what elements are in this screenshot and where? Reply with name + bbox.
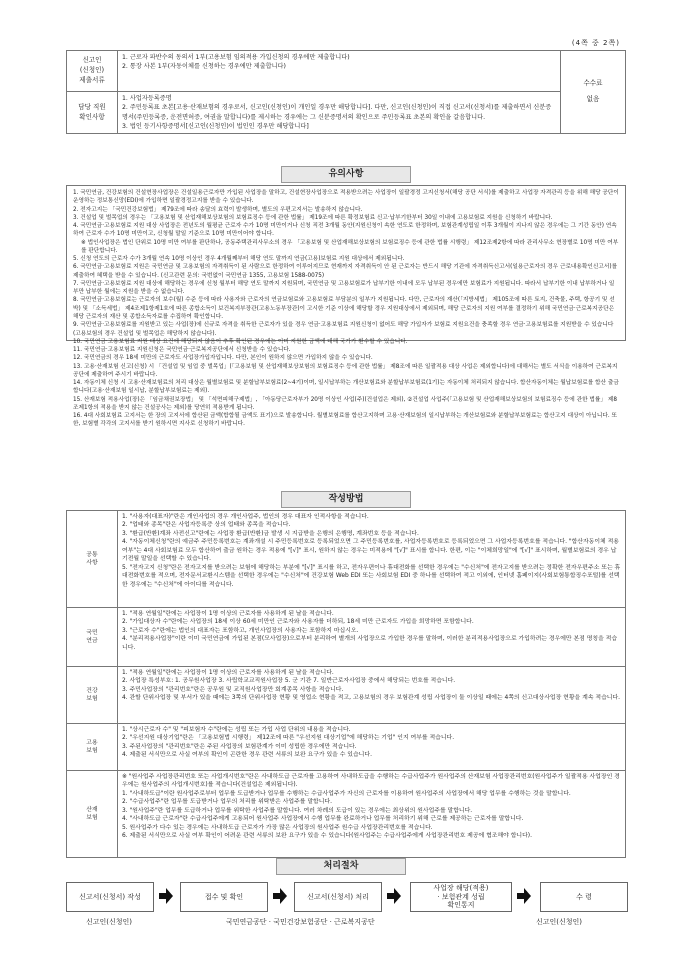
procedure-step: 접수 및 확인 [180,882,268,912]
method-item: 1. "사용자(대표자)"란은 개인사업의 경우 개인사업주, 법인의 경우 대표자 인적사항을 적습니다. [122,514,369,520]
method-item: 3. "근로자 수"란에는 법인의 대표자는 포함하고, 개인사업장의 사용자는 포함하지 마십시오. [122,627,359,634]
method-item: 4. "분리적용사업장"이란 이미 국민연금에 가입된 본점(모사업장)으로부터 분리하여 별개의 사업장으로 가입한 경우를 말하며, 이러한 분리적용사업장으로 가입하려는 경우에만 본점 명칭을 적습니다. [122,636,618,651]
note-item: 4. 국민연금·고용보험료 지원 대상 사업장은 전년도의 월평균 근로자 수가 10명 미만이거나 신청 직전 3개월 동안(지원신청이 속한 연도로 한정하며, 보험관계성립일 이후 3개월이 지나지 않은 경우에는 그 기간 동안) 연속하여 근로자 수가 10명 미만이고, 신청월 말일 기준으로 10명 미만이어야 합니다. [73,223,617,238]
note-item: 15. 산재보험 적용사업(장)은 「임금채권보장법」 및 「석면피해구제법」, 「아동당근로자부가 20명 이상인 사업(주)(건설업은 제외), ②건설업 사업주(「고용보험 및 산업재해보상보험의 보험료징수 등에 관한 법률」 제8조제1항의 적용을 받지 않는 건설공사는 제외)를 당연히 적용받게 됩니다. [73,396,617,411]
notes-box [66,185,626,428]
note-item: 2. 전자고지는 「국민건강보험법」 제79조에 따라 송달의 효력이 발생하며, 별도의 우편고지서는 발송하지 않습니다. [73,206,363,213]
note-item: 11. 국민연금·고용보험료 지원신청은 국민연금·근로복지공단에서 신청받을 수 있습니다. [73,347,291,354]
method-row-content [118,511,626,608]
method-item: 3. 주된사업장의 "관리번호"란은 주된 사업장의 보험관계가 이미 성립한 경우에만 적습니다. [122,743,357,750]
method-item: 4. 제출된 서식만으로 사실 여부의 확인이 곤란한 경우 관련 서류의 보완 요구가 있을 수 있습니다. [122,752,372,759]
procedure-step: 사업장 해당(적용) · 보험관계 성립 확인통지 [410,882,512,912]
arrow-right-icon [387,887,401,905]
arrow-right-icon [159,887,173,905]
method-row [67,511,626,608]
method-item: 4. "사내하도급 근로자"란 수급사업주에게 고용되어 원사업주 사업장에서 수행 업무를 완료하거나 업무를 처리하기 위해 근로를 제공하는 근로자를 말합니다. [122,816,524,823]
signer-docs [118,51,561,92]
method-item: 1. "적용 연월일"란에는 사업장이 1명 이상의 근로자를 사용하게 된 날을 적습니다. [122,611,334,617]
officer-check-label: 담당 직원 확인사항 [67,92,118,134]
signer-doc-item: 2. 통장 사본 1부(자동이체를 신청하는 경우에만 제출합니다) [122,63,286,71]
procedure-actor-label: 국민연금공단 · 국민건강보험공단 · 근로복지공단 [226,918,375,926]
notes-section [66,160,626,428]
method-item: 3. 주민사업장의 "관리번호"란은 공무원 및 교직원사업장만 회계종목 사항을 적습니다. [122,686,344,693]
method-row-label: 고용 보험 [67,724,118,771]
procedure-actor-label: 신고인(신청인) [86,918,133,926]
notes-title: 유의사항 [281,166,411,183]
fee-label: 수수료 [583,79,603,88]
method-item: ※ "원사업주 사업장관리번호 또는 사업개시번호"란은 사내하도급 근로자를 고용하여 사내하도급을 수행하는 수급사업주가 원사업주의 산재보험 사업장관리번호(원사업주가 일괄적용 사업장인 경우에는 원사업주의 사업개시번호)를 적습니다(건설업은 제외됩니다). [122,774,620,789]
officer-check-items [118,92,561,134]
method-item: 3. "원사업주"란 업무를 도급하거나 업무를 위탁한 사업주를 말합니다. 여러 차례의 도급이 있는 경우에는 최상위의 원사업주를 말합니다. [122,807,473,814]
note-item: ※ 법인사업장은 법인 단위로 10명 미만 여부를 판단하나, 공동주택관리사무소의 경우 「고용보험 및 산업재해보상보험의 보험료징수 등에 관한 법률 시행령」 제12조제2항에 따라 관리사무소 현장별로 10명 미만 여부를 판단합니다. [81,239,619,254]
fee-value: 없음 [586,95,600,104]
procedure-title: 처리절차 [276,858,406,875]
note-item: 12. 국민연금의 경우 18세 미만의 근로자도 사업장가입자입니다. 다만, 본인이 원하지 않으면 가입하지 않을 수 있습니다. [73,355,373,362]
method-row [67,771,626,858]
method-row-label: 산재 보험 [67,771,118,858]
note-item: 3. 건설업 및 벌목업의 경우는 「고용보험 및 산업재해보상보험의 보험료징수 등에 관한 법률」 제19조에 따른 확정보험료 신고·납부기한부터 30일 이내에 고용보험료 지원을 신청하기 바랍니다. [73,214,553,221]
arrow-right-icon [273,887,287,905]
method-row-label: 공통 사항 [67,511,118,608]
officer-check-item: 1. 사업자등록증명 [122,95,172,102]
method-item: 3. "환급(반환)계좌 사전신고"란에는 사업장 환급(반환)금 발생 시 지급받을 은행의 은행명, 계좌번호 등을 적습니다. [122,530,419,537]
method-item: 2. "우선지원 대상기업"란은 「고용보험법 시행령」 제12조에 따른 "우선지원 대상기업"에 해당하는 기업" 인지 여부를 적습니다. [122,735,455,742]
procedure-actor-label: 신고인(신청인) [536,918,583,926]
signer-docs-label: 신고인 (신청인) 제출서류 [67,51,118,92]
officer-check-item: 2. 주민등록표 초본[고용·산재보험의 경우로서, 신고인(신청인)이 개인일 경우만 해당합니다]. 다만, 신고인(신청인)이 직접 신고서(신청서)를 제출하면서 신분증명서(주민등록증, 운전면허증, 여권을 말합니다)를 제시하는 경우에는 그 신분증명서의 확인으로 주민등록표 초본의 확인을 갈음합니다. [122,104,552,121]
procedure-flow [66,882,626,912]
note-item: 16. 4대 사회보험료 고지서는 한 장의 고지서에 합산된 금액(합합될 금액도 표기)으로 발송합니다. 월별보험료를 합산고지하며 고용·산재보험의 일시납부하는 개산보험료와 분할납부보험료는 합산고지 대상이 아닙니다. 또한, 보험별 각각의 고지서를 받기 원하시면 지사로 신청하기 바랍니다. [73,413,617,428]
method-row-label: 국민 연금 [67,608,118,667]
method-item: 2. "가입대상자 수"란에는 사업장의 18세 이상 60세 미만인 근로자와 사용자를 더하되, 18세 미만 근로자도 가입을 희망하면 포함합니다. [122,619,474,626]
note-item: 5. 신청 연도의 근로자 수가 3개월 연속 10명 이상인 경우 4개월째부터 해당 연도 말까지 연금(고용)보험료 지원 대상에서 제외됩니다. [73,256,405,263]
page-number: (4쪽 중 2쪽) [571,39,620,47]
method-item: 1. "적용 연월일"란에는 사업장이 1명 이상의 근로자를 사용하게 된 날을 적습니다. [122,670,334,676]
submission-table [66,50,626,134]
officer-check-item: 3. 법인 등기사항증명서[신고인(신청인)이 법인인 경우만 해당합니다] [122,122,309,130]
method-item: 6. 제출된 서식만으로 사실 여부 확인이 어려운 관련 서류의 보완 요구가 있을 수 있습니다(원사업주는 수급사업주에게 사업장관리번호 제공에 협조해야 합니다). [122,833,532,840]
method-row [67,608,626,667]
method-item: 5. 원사업주가 다수 있는 경우에는 사내하도급 근로자가 가장 많은 사업장의 원사업주 원수급 사업장관리번호를 적습니다. [122,824,433,831]
method-item: 4. 관할 단위사업장 및 부서가 있을 때에는 3쪽의 단위사업장 현황 및 영업소 현황을 적고, 고용보험의 경우 보험관계 성립 사업장이 둘 이상일 때에는 4쪽의 신고대상사업장 현황을 계속 적습니다. [122,695,621,702]
note-item: 13. 고용·산재보험 신고(신청) 시 「건설업 및 임업 중 벌목업」(「고용보험 및 산업재해보상보험의 보험료징수 등에 관한 법률」 제8조에 따른 일괄적용 대상 사업은 제외합니다)에 대해서는 별도 서식을 이용하여 근로복지공단에 제출하여 주시기 바랍니다. [73,363,618,378]
method-row-content [118,724,626,771]
arrow-right-icon [517,887,531,905]
procedure-step: 신고서(신청서) 처리 [294,882,382,912]
method-item: 2. "수급사업주"란 업무를 도급받거나 업무의 처리를 위탁받은 사업주를 말합니다. [122,799,332,806]
method-item: 4. "자동이체신청"란의 예금주 주민등록번호는 계좌개설 시 주민등록번호로 등록되었으면 그 주민등록번호를, 사업자등록번호로 등록되었으면 그 사업자등록번호를 적습니다. "합산자동이체 적용여부"는 4대 사회보험료 모두 합산하여 출금 원하는 경우 적용에 "[√]" 표시, 원하지 않는 경우는 미적용에 "[√]" 표시를 합니다. 한편, 이는 "이체희망일"에 "[√]" 표시하며, 월별보험료의 경우 납기전월 말일을 선택할 수 있습니다. [122,539,619,563]
method-item: 2. "업태와 종목"란은 사업자등록증 상의 업태와 종목을 적습니다. [122,522,291,529]
method-item: 2. 사업장 특성부호: 1. 공무원사업장 3. 사립학교교직원사업장 5. 군 기관 7. 일반근로자사업장 중에서 해당되는 번호를 적습니다. [122,678,456,685]
method-row [67,724,626,771]
note-item: 6. 국민연금·고용보험료 지원은 국민연금 및 고용보험의 자격취득이 된 사람으로 한정하여 이루어지므로 현재까지 자격취득이 안 된 근로자는 반드시 해당 기관에 자격취득신고서(일용근로자의 경우 근로내용확인신고서)를 제출하여 혜택을 받을 수 있습니다. (신고관련 문의: 국번없이 국민연금 1355, 고용보험 1588-0075) [73,264,618,279]
method-item: 5. "전자고지 신청"란은 전자고지를 받으려는 보험에 해당하는 부분에 "[√]" 표시를 하고, 전자우편이나 휴대전화를 선택한 경우에는 "수신처"에 전자고지를 받으려는 정확한 전자우편주소 또는 휴대전화번호를 적으며, 전자문서교환시스템을 선택한 경우에는 "수신처"에 건강보험 Web EDI 또는 사회보험 EDI 중 하나를 선택하여 적고 이외에, 인터넷 홈페이지(사회보험통합징수포털)를 선택한 경우에는 "수신처"에 아이디를 적습니다. [122,564,621,588]
note-item: 10. 국민연금·고용보험료 지원 대상 요건에 해당되지 않음이 추후 확인된 경우에는 이미 지원한 금액에 대해 국가가 환수할 수 있습니다. [73,338,408,345]
fee-cell [561,51,626,134]
signer-doc-item: 1. 근로자 파반수의 동의서 1부(고용보험 임의적용 가입신청의 경우에만 제출합니다) [122,54,350,61]
method-row-content [118,771,626,858]
method-row-content [118,667,626,724]
procedure-step: 수 령 [540,882,628,912]
note-item: 8. 국민연금·고용보험료는 근로자의 보수(월) 수준 등에 따라 사용자와 근로자의 연금보험료와 고용보험료 부담분의 일부가 지원됩니다. 다만, 근로자의 재산(「지방세법」 제105조에 따른 토지, 건축물, 주택, 항공기 및 선박) 및 「소득세법」 제4조제1항제1호에 따른 종합소득이 보건복지부장관(고용노동부장관)이 고시한 기준 이상에 해당할 경우 지원대상에서 제외되며, 해당 근로자의 지원 여부를 결정하기 위해 국민연금·근로복지공단은 해당 근로자의 재산 및 종합소득자료를 수집하여 확인합니다. [73,297,615,320]
method-row-content [118,608,626,667]
method-title: 작성방법 [281,491,411,508]
method-row-label: 건강 보험 [67,667,118,724]
note-item: 14. 자동이체 신청 시 고용·산재보험료의 처리 대상은 월별보험료 및 분할납부보험료(2~4기)이며, 일시납부하는 개산보험료와 분할납부보험료(1기)는 자동이체 처리되지 않습니다. 합산자동이체는 월납보험료를 합산 출금합니다(고용·산재보험 일시납, 분할납부보험료는 제외). [73,380,619,395]
note-item: 7. 국민연금·고용보험료 지원 대상에 해당하는 경우에 신청 월부터 해당 연도 말까지 지원되며, 국민연금 및 고용보험료가 납부기한 이내에 모두 납부된 경우에만 보험료가 지원됩니다. 따라서 납부기한 이내 납부하거나 일부만 납부한 월에는 지원을 받을 수 없습니다. [73,280,615,296]
note-item: 1. 국민연금, 건강보험의 건설현장사업장은 건설일용근로자만 가입된 사업장을 말하고, 건설현장사업장으로 적용받으려는 사업장이 일괄경정 고지신청서(해당 공단 서식)를 제출하고 사업장 자격관리 등을 위해 해당 공단이 운영하는 정보통신망(EDI)에 가입하면 일괄경정고지를 받을 수 있습니다. [73,190,619,205]
method-item: 1. "사내하도급"이란 원사업주로부터 업무를 도급받거나 업무를 수행하는 수급사업주가 자신의 근로자를 이용하여 원사업주의 사업장에서 해당 업무를 수행하는 것을 말합니다. [122,790,571,797]
method-section [66,485,626,858]
note-item: 9. 국민연금·고용보험료를 지원받고 있는 사업(장)에 신규로 자격을 취득한 근로자가 있을 경우 연금·고용보험료 지원신청이 없어도 해당 가입자가 보험료 지원요건을 충족할 경우 연금·고용보험료를 지원받을 수 있습니다(고용보험의 경우 건설업 및 벌목업은 해당하지 않습니다). [73,322,614,337]
method-row [67,667,626,724]
procedure-step: 신고서(신청서) 작성 [66,882,154,912]
method-table [66,510,626,858]
method-item: 1. "상시근로자 수" 및 "피보험자 수"란에는 성립 또는 가입 사업 단위의 내용을 적습니다. [122,727,351,733]
